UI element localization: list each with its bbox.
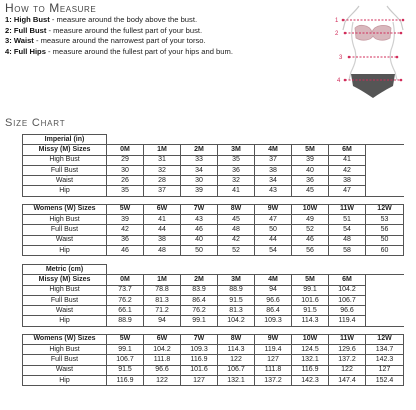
measure-item [5,36,335,47]
womens-sizes-header: Womens (W) Sizes [23,204,107,214]
measure-item [5,26,335,37]
table-row [23,306,404,316]
cell: 38 [255,165,292,175]
size-header: 5W [107,204,144,214]
row-label: High Bust [23,285,107,295]
size-header: 2M [181,275,218,285]
row-label: Hip [23,375,107,385]
measure-text: - measure around the fullest part of your bust. [46,25,203,35]
metric-womens-rows [23,345,404,386]
cell: 47 [255,215,292,225]
size-header: 0M [107,145,144,155]
cell: 42 [329,165,366,175]
cell: 47 [329,186,366,196]
cell: 99.1 [181,316,218,326]
row-label: Waist [23,365,107,375]
cell: 40 [181,235,218,245]
cell: 54 [329,225,366,235]
cell: 94 [255,285,292,295]
row-label: Full Bust [23,225,107,235]
size-header: 4M [255,275,292,285]
size-header: 12W [366,204,404,214]
cell: 137.2 [255,375,292,385]
cell: 39 [181,186,218,196]
table-row [23,355,404,365]
cell: 96.6 [329,306,366,316]
measure-item [5,15,335,26]
figure-label: 1 [335,18,339,24]
cell: 43 [255,186,292,196]
cell: 122 [218,355,255,365]
cell: 42 [218,235,255,245]
cell: 119.4 [255,345,292,355]
cell: 147.4 [329,375,366,385]
cell: 39 [292,155,329,165]
cell: 137.2 [329,355,366,365]
cell: 45 [292,186,329,196]
cell: 29 [107,155,144,165]
cell: 43 [181,215,218,225]
size-header: 7W [181,334,218,344]
how-to-measure-title: How to Measure [5,1,97,15]
cell: 32 [144,165,181,175]
table-row [23,176,404,186]
cell: 152.4 [366,375,404,385]
cell: 30 [181,176,218,186]
body-measurement-figure [335,2,411,114]
row-label: High Bust [23,345,107,355]
imperial-size-table [22,134,404,256]
cell: 48 [218,225,255,235]
measure-label: 2: Full Bust [5,25,47,35]
cell: 54 [255,245,292,255]
missy-sizes-header: Missy (M) Sizes [23,145,107,155]
table-row [23,186,404,196]
imperial-section-header: Imperial (in) [23,135,107,145]
cell: 114.3 [218,345,255,355]
cell: 132.1 [218,375,255,385]
cell: 101.6 [292,295,329,305]
size-header: 9W [255,204,292,214]
row-label: Waist [23,235,107,245]
cell: 26 [107,176,144,186]
cell: 116.9 [107,375,144,385]
cell: 116.9 [181,355,218,365]
cell: 45 [218,215,255,225]
cell: 116.9 [292,365,329,375]
cell: 35 [107,186,144,196]
cell: 104.2 [329,285,366,295]
cell: 127 [181,375,218,385]
figure-label: 4 [337,78,341,84]
cell: 50 [366,235,404,245]
cell: 48 [144,245,181,255]
cell: 71.2 [144,306,181,316]
measure-instructions [5,15,335,57]
cell: 96.6 [255,295,292,305]
size-header: 5W [107,334,144,344]
size-header: 9W [255,334,292,344]
cell: 94 [144,316,181,326]
cell: 51 [329,215,366,225]
cell: 106.7 [107,355,144,365]
cell: 33 [181,155,218,165]
size-header: 10W [292,204,329,214]
cell: 50 [255,225,292,235]
cell: 46 [107,245,144,255]
cell: 124.5 [292,345,329,355]
table-row [23,235,404,245]
cell: 104.2 [218,316,255,326]
cell: 119.4 [329,316,366,326]
cell: 132.1 [292,355,329,365]
cell: 52 [292,225,329,235]
size-header: 5M [292,145,329,155]
metric-section-header: Metric (cm) [23,265,107,275]
table-row [23,285,404,295]
cell: 31 [144,155,181,165]
cell: 48 [329,235,366,245]
cell: 127 [255,355,292,365]
cell: 36 [292,176,329,186]
cell: 42 [107,225,144,235]
cell: 38 [329,176,366,186]
size-header: 8W [218,334,255,344]
size-header: 12W [366,334,404,344]
size-header: 6M [329,145,366,155]
size-header: 7W [181,204,218,214]
cell: 104.2 [144,345,181,355]
row-label: Full Bust [23,165,107,175]
cell: 86.4 [181,295,218,305]
cell: 129.6 [329,345,366,355]
table-row [23,245,404,255]
missy-sizes-header: Missy (M) Sizes [23,275,107,285]
measure-text: - measure around the body above the bust. [49,15,198,24]
cell: 44 [144,225,181,235]
row-label: High Bust [23,215,107,225]
measure-label: 1: High Bust [5,15,50,24]
size-header: 2M [181,145,218,155]
cell: 37 [144,186,181,196]
cell: 60 [366,245,404,255]
cell: 38 [144,235,181,245]
imperial-womens-rows [23,215,404,256]
cell: 76.2 [107,295,144,305]
womens-sizes-header: Womens (W) Sizes [23,334,107,344]
cell: 101.6 [181,365,218,375]
cell: 99.1 [292,285,329,295]
size-header: 0M [107,275,144,285]
cell: 96.6 [144,365,181,375]
cell: 32 [218,176,255,186]
size-header: 3M [218,145,255,155]
size-header: 6W [144,334,181,344]
cell: 66.1 [107,306,144,316]
cell: 81.3 [218,306,255,316]
size-header: 8W [218,204,255,214]
cell: 122 [144,375,181,385]
metric-size-table [22,264,404,386]
cell: 81.3 [144,295,181,305]
cell: 41 [329,155,366,165]
measure-label: 4: Full Hips [5,46,46,56]
row-label: Hip [23,316,107,326]
table-row [23,375,404,385]
cell: 36 [218,165,255,175]
cell: 91.5 [218,295,255,305]
cell: 111.8 [144,355,181,365]
cell: 30 [107,165,144,175]
table-row [23,215,404,225]
cell: 88.9 [218,285,255,295]
measure-text: - measure around the narrowest part of your torso. [33,36,206,46]
table-row [23,155,404,165]
cell: 35 [218,155,255,165]
row-label: Hip [23,186,107,196]
size-header: 11W [329,334,366,344]
size-header: 6M [329,275,366,285]
cell: 39 [107,215,144,225]
table-row [23,345,404,355]
table-row [23,165,404,175]
cell: 142.3 [292,375,329,385]
cell: 109.3 [255,316,292,326]
table-row [23,295,404,305]
measure-item [5,47,335,58]
cell: 40 [292,165,329,175]
cell: 91.5 [107,365,144,375]
cell: 56 [366,225,404,235]
cell: 91.5 [292,306,329,316]
cell: 134.7 [366,345,404,355]
cell: 49 [292,215,329,225]
row-label: Waist [23,306,107,316]
figure-label: 2 [335,31,339,37]
cell: 86.4 [255,306,292,316]
size-header: 6W [144,204,181,214]
cell: 73.7 [107,285,144,295]
cell: 53 [366,215,404,225]
cell: 34 [255,176,292,186]
cell: 46 [292,235,329,245]
size-chart-title: Size Chart [5,117,66,129]
measure-text: - measure around the fullest part of your hips and bum. [45,46,233,56]
cell: 58 [329,245,366,255]
cell: 111.8 [255,365,292,375]
cell: 56 [292,245,329,255]
row-label: Waist [23,176,107,186]
cell: 46 [181,225,218,235]
table-row [23,365,404,375]
cell: 34 [181,165,218,175]
size-header: 10W [292,334,329,344]
cell: 99.1 [107,345,144,355]
imperial-missy-rows [23,155,404,196]
cell: 106.7 [218,365,255,375]
metric-missy-rows [23,285,404,326]
size-header: 5M [292,275,329,285]
cell: 37 [255,155,292,165]
cell: 88.9 [107,316,144,326]
cell: 106.7 [329,295,366,305]
row-label: Full Bust [23,295,107,305]
row-label: Full Bust [23,355,107,365]
size-header: 4M [255,145,292,155]
size-header: 1M [144,145,181,155]
cell: 50 [181,245,218,255]
cell: 41 [144,215,181,225]
cell: 41 [218,186,255,196]
size-header: 1M [144,275,181,285]
row-label: Hip [23,245,107,255]
size-header: 3M [218,275,255,285]
cell: 114.3 [292,316,329,326]
cell: 76.2 [181,306,218,316]
cell: 52 [218,245,255,255]
table-row [23,316,404,326]
cell: 36 [107,235,144,245]
size-header: 11W [329,204,366,214]
cell: 83.9 [181,285,218,295]
cell: 142.3 [366,355,404,365]
row-label: High Bust [23,155,107,165]
cell: 78.8 [144,285,181,295]
cell: 28 [144,176,181,186]
cell: 122 [329,365,366,375]
measure-label: 3: Waist [5,36,34,46]
table-row [23,225,404,235]
cell: 127 [366,365,404,375]
cell: 44 [255,235,292,245]
figure-label: 3 [339,55,343,61]
cell: 109.3 [181,345,218,355]
